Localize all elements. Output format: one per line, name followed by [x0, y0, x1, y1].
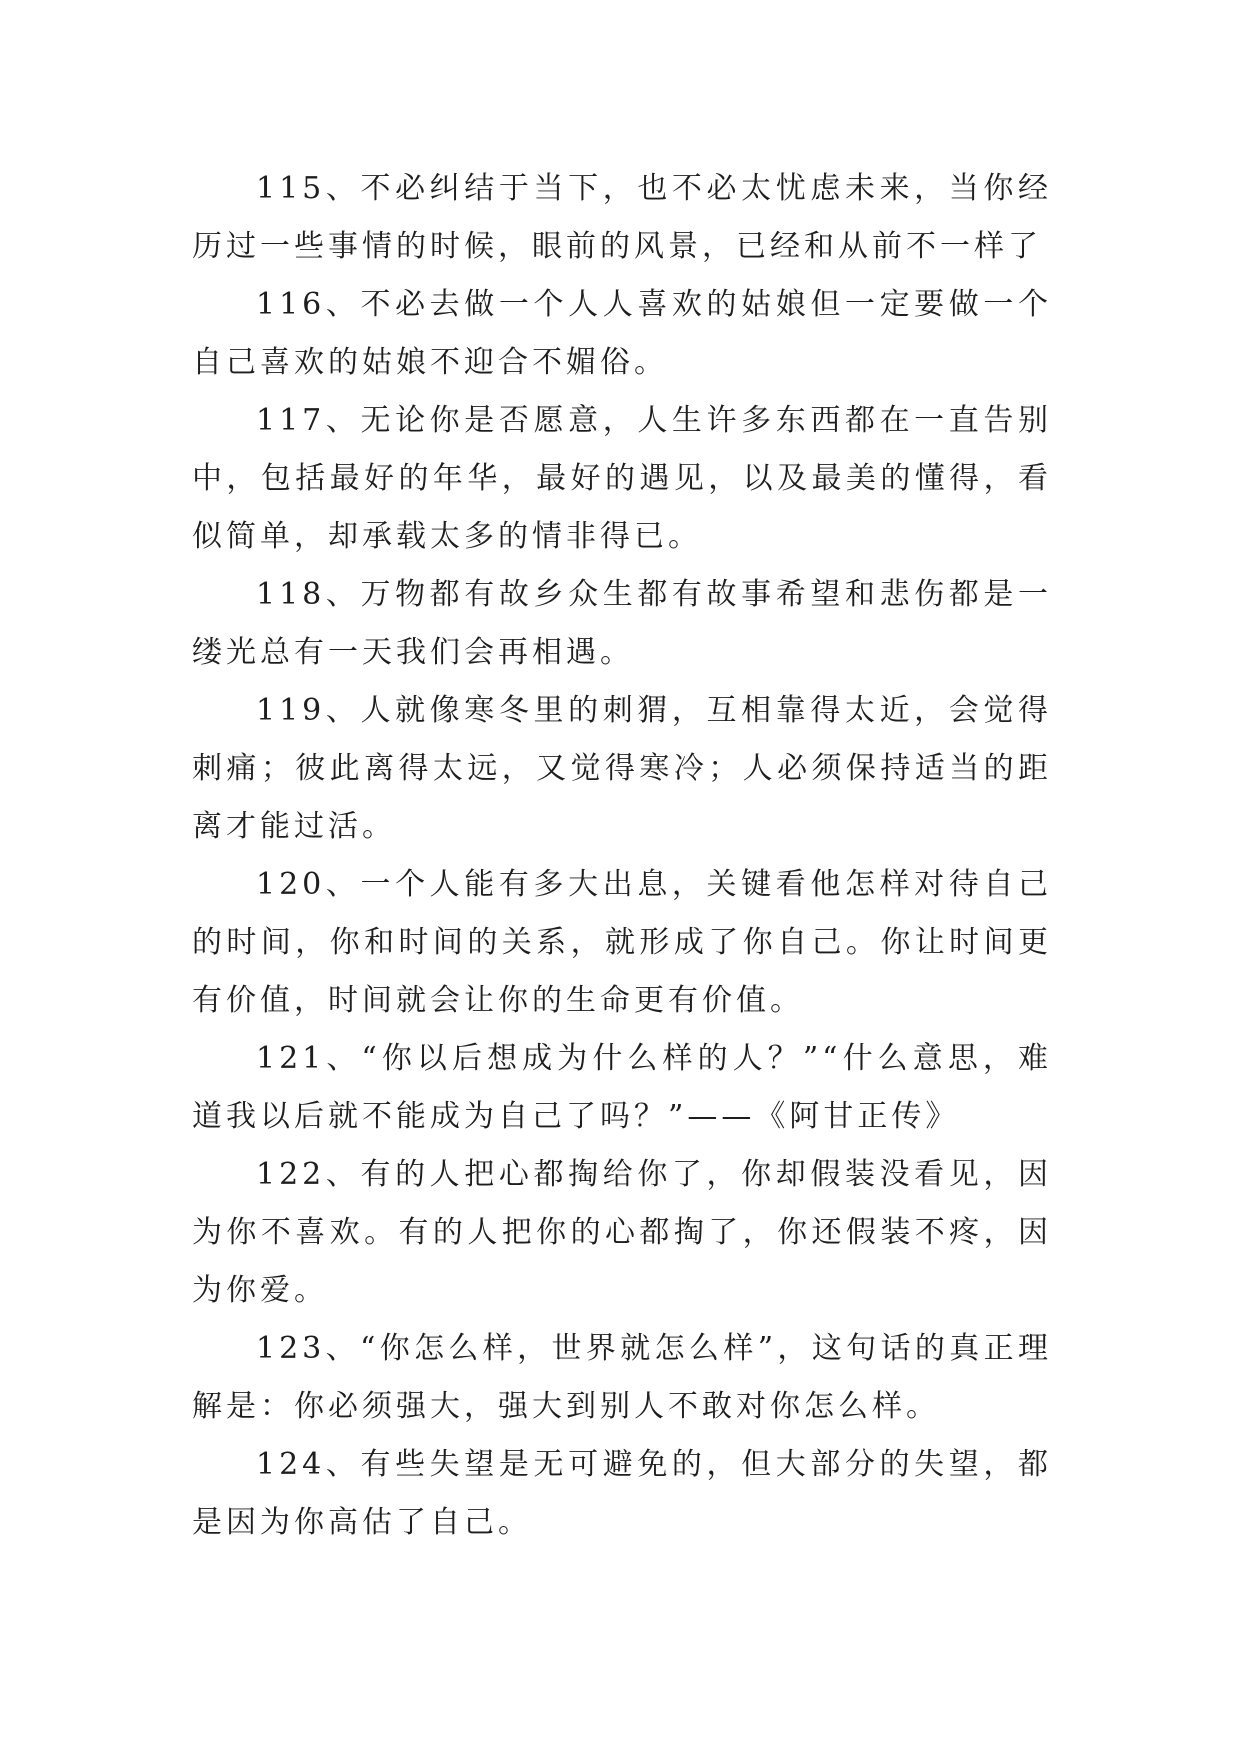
quote-paragraph-120: 120、一个人能有多大出息，关键看他怎样对待自己的时间，你和时间的关系，就形成了你自己。你让时间更有价值，时间就会让你的生命更有价值。: [192, 867, 1052, 1018]
quote-paragraph-117: 117、无论你是否愿意，人生许多东西都在一直告别中，包括最好的年华，最好的遇见，以及最美的懂得，看似简单，却承载太多的情非得已。: [192, 403, 1052, 554]
quote-paragraph-123: 123、“你怎么样，世界就怎么样”，这句话的真正理解是：你必须强大，强大到别人不敢对你怎么样。: [192, 1331, 1052, 1424]
quote-paragraph-124: 124、有些失望是无可避免的，但大部分的失望，都是因为你高估了自己。: [192, 1447, 1052, 1540]
document-body: [192, 160, 1052, 1552]
quote-paragraph-122: 122、有的人把心都掏给你了，你却假装没看见，因为你不喜欢。有的人把你的心都掏了，你还假装不疼，因为你爱。: [192, 1157, 1052, 1308]
quote-paragraph-118: 118、万物都有故乡众生都有故事希望和悲伤都是一缕光总有一天我们会再相遇。: [192, 577, 1052, 670]
quote-paragraph-116: 116、不必去做一个人人喜欢的姑娘但一定要做一个自己喜欢的姑娘不迎合不媚俗。: [192, 287, 1052, 380]
quote-paragraph-121: 121、“你以后想成为什么样的人？”“什么意思，难道我以后就不能成为自己了吗？”——《阿甘正传》: [192, 1041, 1052, 1134]
quote-paragraph-119: 119、人就像寒冬里的刺猬，互相靠得太近，会觉得刺痛；彼此离得太远，又觉得寒冷；人必须保持适当的距离才能过活。: [192, 693, 1052, 844]
quote-paragraph-115: 115、不必纠结于当下，也不必太忧虑未来，当你经历过一些事情的时候，眼前的风景，已经和从前不一样了: [192, 171, 1052, 264]
